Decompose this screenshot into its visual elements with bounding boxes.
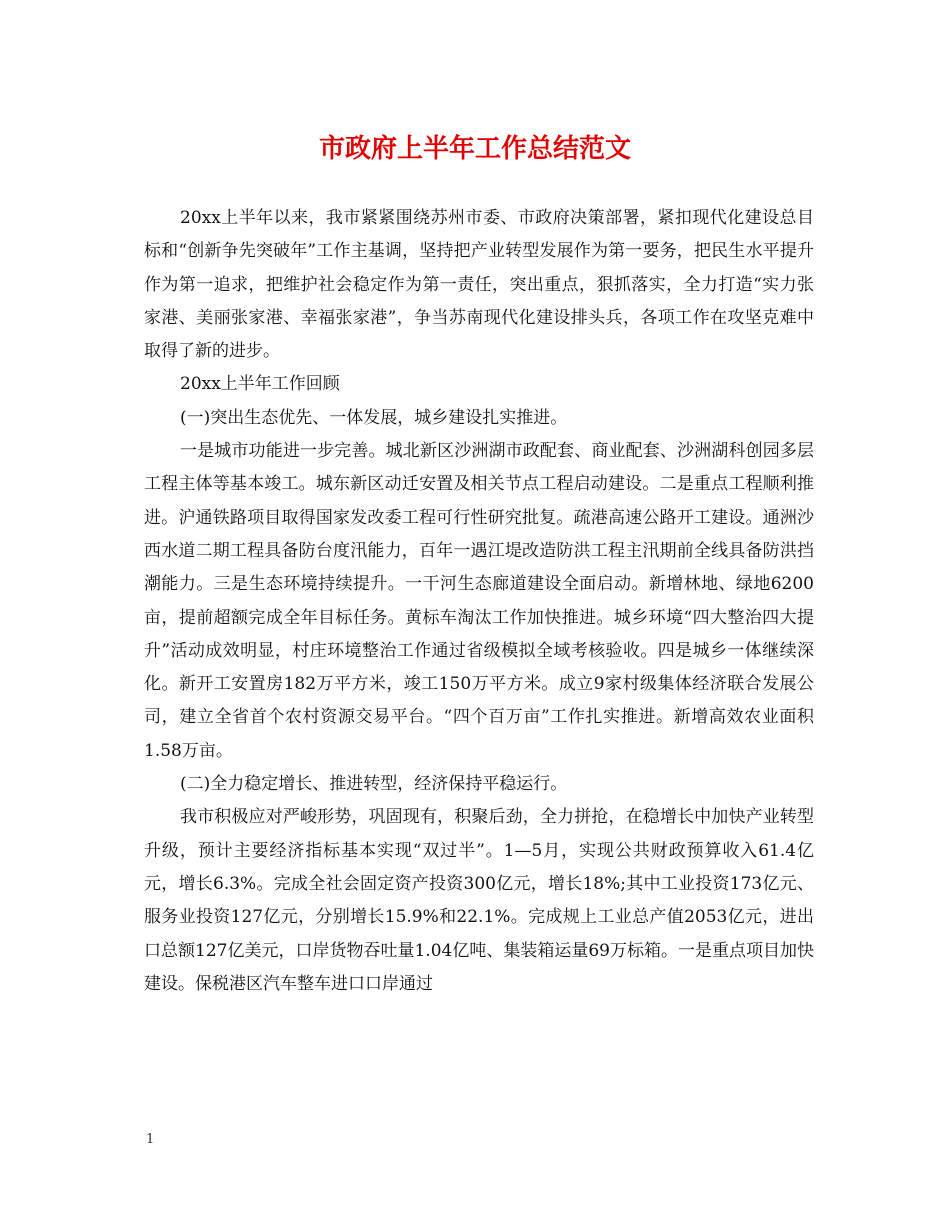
document-title: 市政府上半年工作总结范文 [318, 134, 631, 164]
body-paragraph-economy: 我市积极应对严峻形势，巩固现有，积聚后劲，全力拼抢，在稳增长中加快产业转型升级，预计主要经济指标基本实现“双过半”。1—5月，实现公共财政预算收入61.4亿元，增长6.3%。完成全社会固定资产投资300亿元，增长18%;其中工业投资173亿元、服务业投资127亿元，分别增长15.9%和22.1%。完成规上工业总产值2053亿元，进出口总额127亿美元，口岸货物吞吐量1.04亿吨、集装箱运量69万标箱。一是重点项目加快建设。保税港区汽车整车进口口岸通过 [144, 807, 814, 994]
document-body [144, 202, 814, 1001]
section-heading-review: 20xx上半年工作回顾 [180, 374, 340, 395]
body-paragraph-urban-construction: 一是城市功能进一步完善。城北新区沙洲湖市政配套、商业配套、沙洲湖科创园多层工程主体等基本竣工。城东新区动迁安置及相关节点工程启动建设。二是重点工程顺利推进。沪通铁路项目取得国家发改委工程可行性研究批复。疏港高速公路开工建设。通洲沙西水道二期工程具备防台度汛能力，百年一遇江堤改造防洪工程主汛期前全线具备防洪挡潮能力。三是生态环境持续提升。一干河生态廊道建设全面启动。新增林地、绿地6200亩，提前超额完成全年目标任务。黄标车淘汰工作加快推进。城乡环境“四大整治四大提升”活动成效明显，村庄环境整治工作通过省级模拟全域考核验收。四是城乡一体继续深化。新开工安置房182万平方米，竣工150万平方米。成立9家村级集体经济联合发展公司，建立全省首个农村资源交易平台。“四个百万亩”工作扎实推进。新增高效农业面积1.58万亩。 [144, 441, 814, 761]
subsection-heading-2: (二)全力稳定增长、推进转型，经济保持平稳运行。 [180, 774, 568, 795]
intro-paragraph: 20xx上半年以来，我市紧紧围绕苏州市委、市政府决策部署，紧扣现代化建设总目标和“创新争先突破年”工作主基调，坚持把产业转型发展作为第一要务，把民生水平提升作为第一追求，把维护社会稳定作为第一责任，突出重点，狠抓落实，全力打造“实力张家港、美丽张家港、幸福张家港”，争当苏南现代化建设排头兵，各项工作在攻坚克难中取得了新的进步。 [144, 208, 814, 362]
page-number: 1 [146, 1132, 155, 1147]
subsection-heading-1: (一)突出生态优先、一体发展，城乡建设扎实推进。 [180, 407, 568, 428]
